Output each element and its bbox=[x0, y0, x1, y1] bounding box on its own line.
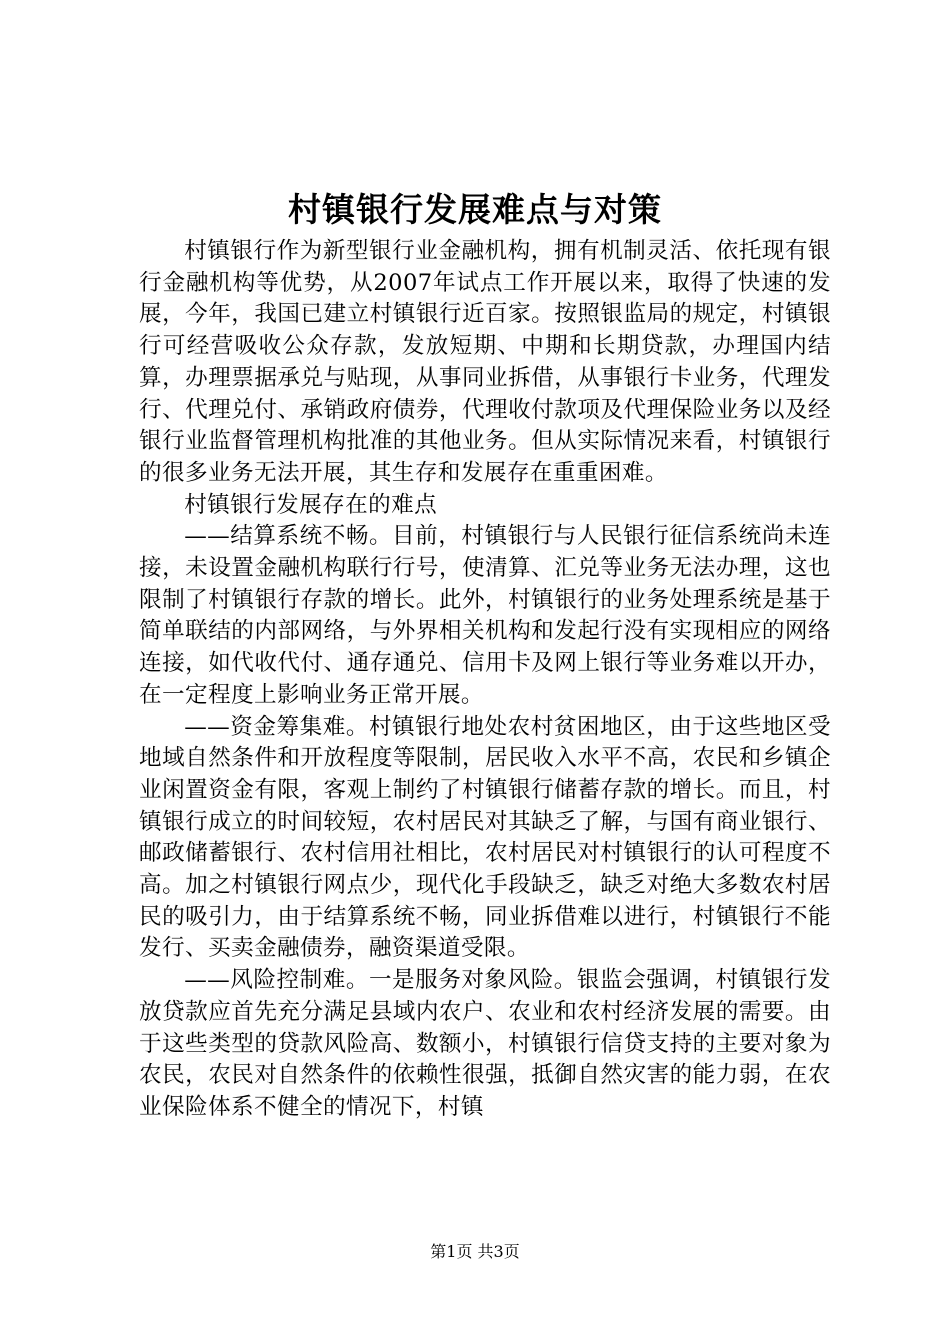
section-heading-difficulties: 村镇银行发展存在的难点 bbox=[184, 491, 438, 518]
paragraph-settlement-system: ——结算系统不畅。目前，村镇银行与人民银行征信系统尚未连接，未设置金融机构联行行号，使清算、汇兑等业务无法办理，这也限制了村镇银行存款的增长。此外，村镇银行的业务处理系统是基于简单联结的内部网络，与外界相关机构和发起行没有实现相应的网络连接，如代收代付、通存通兑、信用卡及网上银行等业务难以开办，在一定程度上影响业务正常开展。 bbox=[139, 523, 831, 708]
document-title: 村镇银行发展难点与对策 bbox=[288, 190, 662, 229]
paragraph-intro: 村镇银行作为新型银行业金融机构，拥有机制灵活、依托现有银行金融机构等优势，从2007年试点工作开展以来，取得了快速的发展，今年，我国已建立村镇银行近百家。按照银监局的规定，村镇银行可经营吸收公众存款，发放短期、中期和长期贷款，办理国内结算，办理票据承兑与贴现，从事同业拆借，从事银行卡业务，代理发行、代理兑付、承销政府债券，代理收付款项及代理保险业务以及经银行业监督管理机构批准的其他业务。但从实际情况来看，村镇银行的很多业务无法开展，其生存和发展存在重重困难。 bbox=[139, 238, 831, 486]
page-number-footer: 第1页 共3页 bbox=[430, 1242, 520, 1261]
paragraph-risk-control: ——风险控制难。一是服务对象风险。银监会强调，村镇银行发放贷款应首先充分满足县域内农户、农业和农村经济发展的需要。由于这些类型的贷款风险高、数额小，村镇银行信贷支持的主要对象为农民，农民对自然条件的依赖性很强，抵御自然灾害的能力弱，在农业保险体系不健全的情况下，村镇 bbox=[139, 967, 831, 1120]
paragraph-fund-raising: ——资金筹集难。村镇银行地处农村贫困地区，由于这些地区受地域自然条件和开放程度等限制，居民收入水平不高，农民和乡镇企业闲置资金有限，客观上制约了村镇银行储蓄存款的增长。而且，村镇银行成立的时间较短，农村居民对其缺乏了解，与国有商业银行、邮政储蓄银行、农村信用社相比，农村居民对村镇银行的认可程度不高。加之村镇银行网点少，现代化手段缺乏，缺乏对绝大多数农村居民的吸引力，由于结算系统不畅，同业拆借难以进行，村镇银行不能发行、买卖金融债券，融资渠道受限。 bbox=[139, 713, 831, 962]
document-body bbox=[139, 236, 831, 1124]
